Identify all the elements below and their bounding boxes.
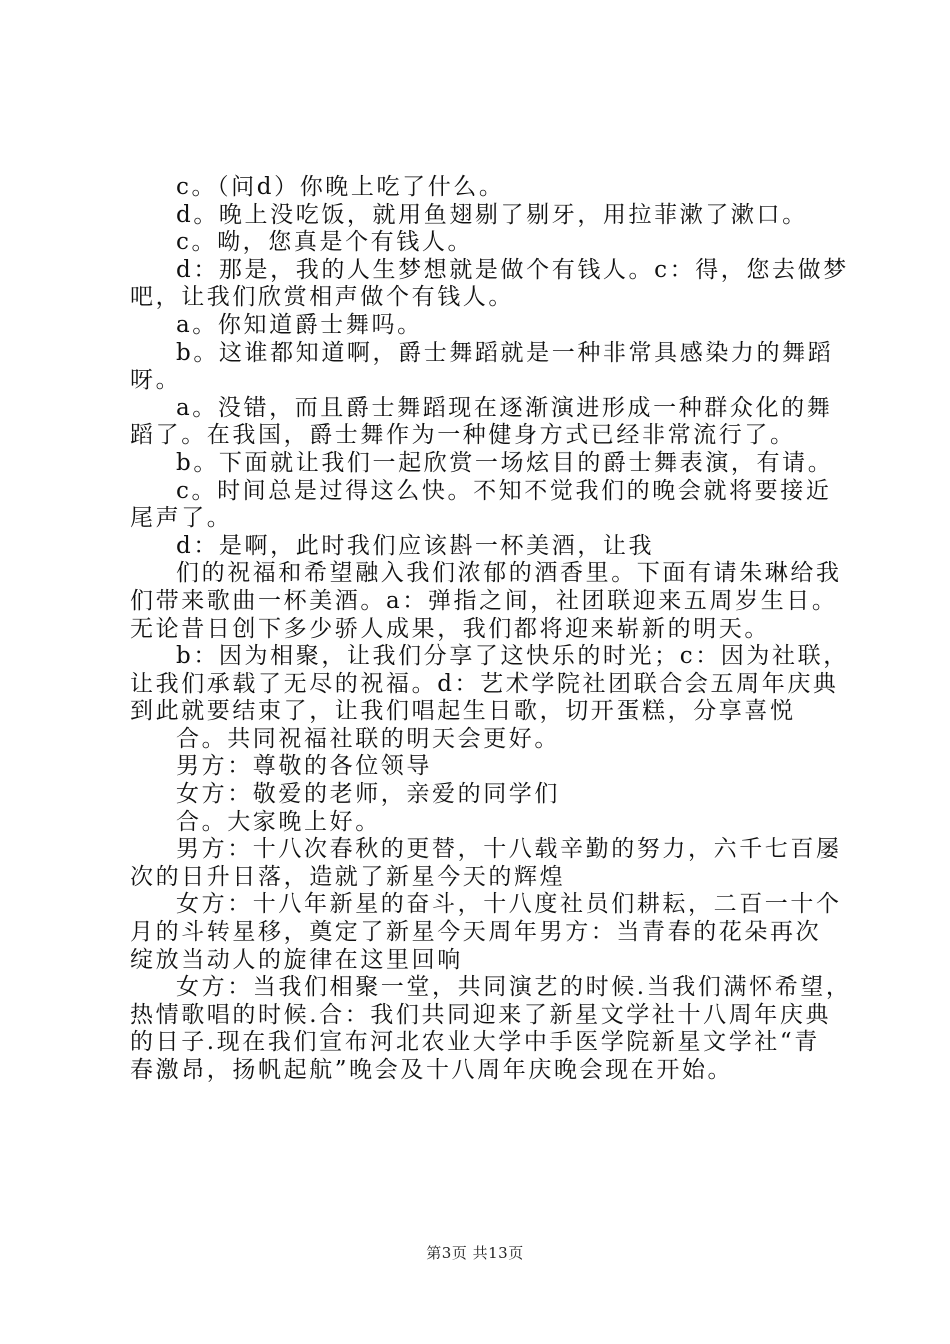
text-line: 女方：敬爱的老师，亲爱的同学们 (176, 781, 560, 808)
text-line: 呀。 (130, 367, 182, 394)
text-line: 蹈了。在我国，爵士舞作为一种健身方式已经非常流行了。 (130, 422, 796, 449)
text-line: 女方：当我们相聚一堂，共同演艺的时候.当我们满怀希望， (176, 974, 852, 1001)
text-line: 月的斗转星移，奠定了新星今天周年男方：当青春的花朵再次 (130, 919, 822, 946)
text-line: d：是啊，此时我们应该斟一杯美酒，让我 (176, 532, 655, 559)
text-line: b：因为相聚，让我们分享了这快乐的时光；c：因为社联， (176, 643, 849, 670)
document-body (130, 174, 852, 1085)
page-number-footer: 第3页 共13页 (426, 1244, 524, 1262)
text-line: 绽放当动人的旋律在这里回响 (130, 946, 463, 973)
text-line: 男方：尊敬的各位领导 (176, 753, 432, 780)
text-line: d：那是，我的人生梦想就是做个有钱人。c：得，您去做梦 (176, 256, 849, 283)
text-line: c。（问d）你晚上吃了什么。 (176, 174, 505, 200)
text-line: a。没错，而且爵士舞蹈现在逐渐演进形成一种群众化的舞 (176, 394, 833, 421)
text-line: a。你知道爵士舞吗。 (176, 311, 423, 338)
text-line: 尾声了。 (130, 505, 233, 532)
text-line: 让我们承载了无尽的祝福。d：艺术学院社团联合会五周年庆典 (130, 670, 839, 697)
text-line: 合。大家晚上好。 (176, 808, 381, 835)
text-line: 女方：十八年新星的奋斗，十八度社员们耕耘，二百一十个 (176, 891, 842, 918)
text-line: d。晚上没吃饭，就用鱼翅剔了剔牙，用拉菲漱了漱口。 (176, 201, 808, 228)
text-line: 春激昂，扬帆起航”晚会及十八周年庆晚会现在开始。 (130, 1057, 734, 1083)
text-line: 热情歌唱的时候.合：我们共同迎来了新星文学社十八周年庆典 (130, 1001, 832, 1028)
text-line: 们带来歌曲一杯美酒。a：弹指之间，社团联迎来五周岁生日。 (130, 587, 838, 614)
text-line: 的日子.现在我们宣布河北农业大学中手医学院新星文学社“青 (130, 1029, 820, 1056)
text-line: c。呦，您真是个有钱人。 (176, 229, 474, 256)
text-line: b。这谁都知道啊，爵士舞蹈就是一种非常具感染力的舞蹈 (176, 339, 834, 366)
text-line: 吧，让我们欣赏相声做个有钱人。 (130, 284, 514, 311)
text-line: 们的祝福和希望融入我们浓郁的酒香里。下面有请朱琳给我 (176, 560, 842, 587)
text-line: 次的日升日落，造就了新星今天的辉煌 (130, 863, 566, 890)
text-line: 无论昔日创下多少骄人成果，我们都将迎来崭新的明天。 (130, 615, 770, 642)
text-line: b。下面就让我们一起欣赏一场炫目的爵士舞表演，有请。 (176, 449, 834, 476)
text-line: 到此就要结束了，让我们唱起生日歌，切开蛋糕，分享喜悦 (130, 698, 796, 725)
text-line: c。时间总是过得这么快。不知不觉我们的晚会就将要接近 (176, 477, 832, 504)
text-line: 男方：十八次春秋的更替，十八载辛勤的努力，六千七百屡 (176, 836, 842, 863)
text-line: 合。共同祝福社联的明天会更好。 (176, 725, 560, 752)
